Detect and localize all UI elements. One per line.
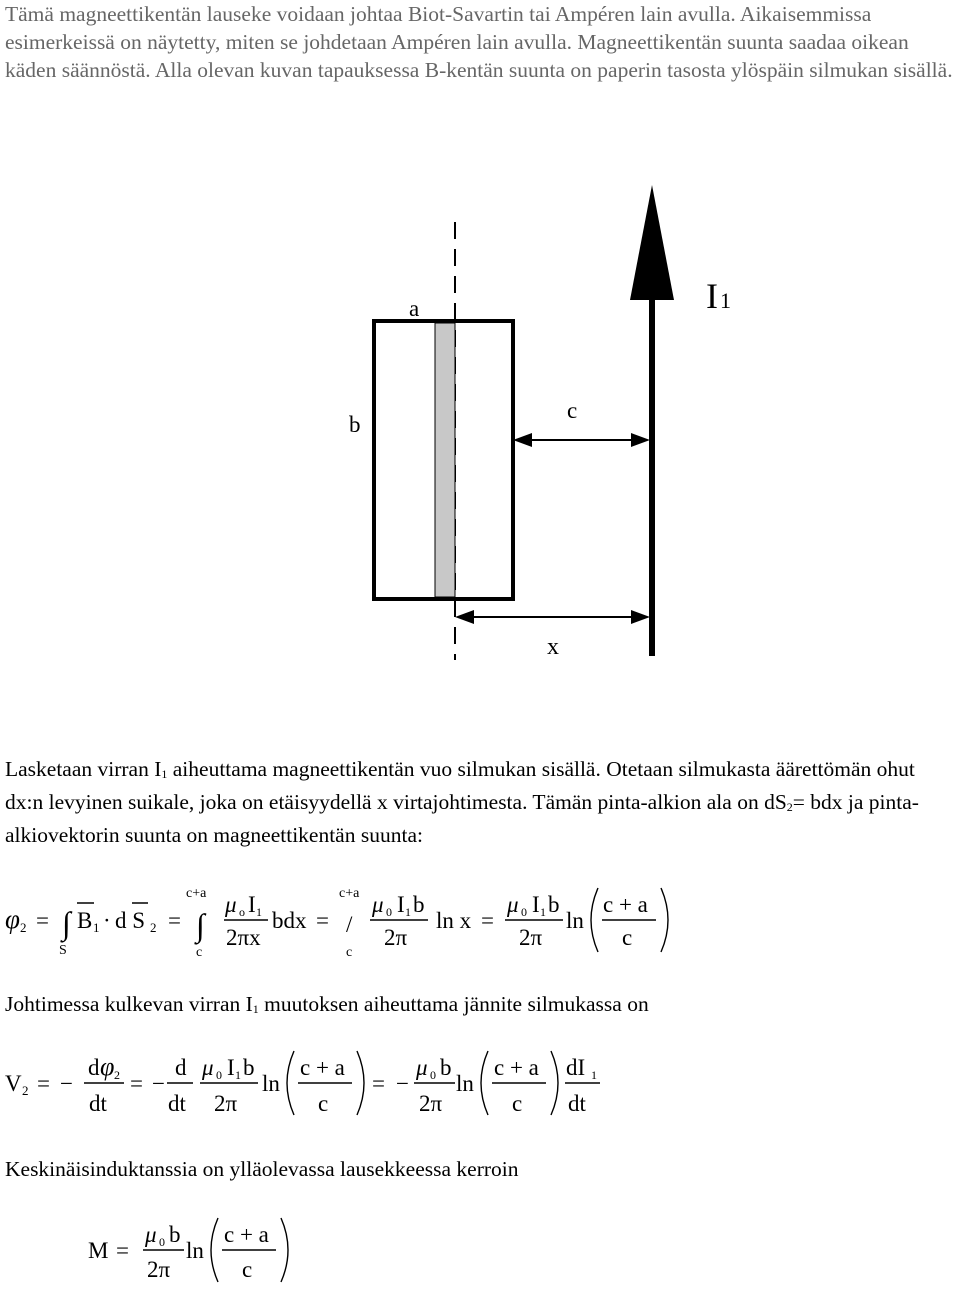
svg-text:c + a: c + a <box>603 892 648 917</box>
svg-text:c: c <box>196 945 203 960</box>
svg-text:b: b <box>169 1222 181 1247</box>
svg-text:1: 1 <box>540 905 546 919</box>
c-arrow-right-head <box>631 433 650 447</box>
svg-text:b: b <box>243 1055 255 1080</box>
svg-text:c + a: c + a <box>494 1055 539 1080</box>
svg-text:c: c <box>512 1091 523 1116</box>
svg-text:dt: dt <box>568 1091 586 1116</box>
svg-text:o: o <box>239 905 245 919</box>
svg-text:−: − <box>60 1071 73 1096</box>
svg-text:dI: dI <box>566 1055 586 1080</box>
svg-text:=: = <box>130 1071 143 1096</box>
svg-text:1: 1 <box>235 1068 241 1082</box>
svg-text:ln: ln <box>566 908 584 933</box>
svg-text:b: b <box>413 892 425 917</box>
svg-text:c+a: c+a <box>339 886 360 901</box>
svg-text:c + a: c + a <box>224 1222 269 1247</box>
svg-text:2π: 2π <box>419 1091 443 1116</box>
svg-text:2: 2 <box>150 920 157 935</box>
svg-text:·: · <box>103 908 111 933</box>
svg-text:∫: ∫ <box>62 905 71 941</box>
svg-text:2: 2 <box>114 1068 120 1082</box>
mutual-inductance-equation <box>0 1200 960 1290</box>
svg-text:=: = <box>316 908 329 933</box>
svg-text:ln x: ln x <box>436 908 472 933</box>
svg-text:2π: 2π <box>384 925 408 950</box>
svg-text:1: 1 <box>405 905 411 919</box>
svg-text:∫: ∫ <box>196 907 205 943</box>
svg-text:−: − <box>396 1071 409 1096</box>
svg-text:dt: dt <box>168 1091 186 1116</box>
svg-text:ln: ln <box>186 1238 204 1263</box>
svg-text:M: M <box>88 1238 109 1263</box>
svg-text:2π: 2π <box>214 1091 238 1116</box>
svg-text:c+a: c+a <box>186 886 207 901</box>
svg-text:μ: μ <box>202 1055 214 1080</box>
svg-text:μ: μ <box>507 892 519 917</box>
svg-text:μ: μ <box>372 892 384 917</box>
svg-text:2πx: 2πx <box>226 925 261 950</box>
svg-text:2π: 2π <box>147 1257 171 1282</box>
svg-text:0: 0 <box>216 1068 222 1082</box>
voltage-equation <box>0 1045 960 1125</box>
svg-text:1: 1 <box>256 905 262 919</box>
svg-text:0: 0 <box>386 905 392 919</box>
svg-text:μ: μ <box>416 1055 428 1080</box>
svg-text:0: 0 <box>430 1068 436 1082</box>
svg-text:c + a: c + a <box>300 1055 345 1080</box>
label-b: b <box>349 412 361 437</box>
svg-text:μ: μ <box>145 1222 157 1247</box>
svg-text:1: 1 <box>93 920 100 935</box>
svg-text:2: 2 <box>22 1083 29 1098</box>
svg-text:ln: ln <box>262 1071 280 1096</box>
svg-text:2: 2 <box>20 920 27 935</box>
svg-text:c: c <box>346 945 353 960</box>
voltage-intro-paragraph: Johtimessa kulkevan virran $I_1$ muutoksen aiheuttama jännite silmukassa on <box>5 992 649 1016</box>
svg-text:φ: φ <box>5 904 20 934</box>
svg-text:φ: φ <box>100 1052 115 1081</box>
dx-strip <box>435 323 455 597</box>
svg-text:−: − <box>152 1071 165 1096</box>
svg-text:1: 1 <box>591 1068 597 1082</box>
svg-text:S: S <box>59 943 67 958</box>
svg-text:2π: 2π <box>519 925 543 950</box>
svg-text:B: B <box>77 908 93 933</box>
svg-text:d: d <box>175 1055 187 1080</box>
svg-text:ln: ln <box>456 1071 474 1096</box>
svg-text:μ: μ <box>225 892 237 917</box>
flux-intro-paragraph: Lasketaan virran $I_1$ aiheuttama magneettikentän vuo silmukan sisällä. Otetaan silmukasta äärettömän ohut dx:n levyinen suikale, joka on etäisyydellä x virtajohtimesta. Tämän pinta-alkion ala on $dS_2=$ bdx ja pinta-alkiovektorin suunta on magneettikentän suunta: <box>5 757 919 847</box>
svg-text:V: V <box>5 1071 22 1096</box>
flux-equation <box>0 870 960 960</box>
label-x: x <box>547 634 559 660</box>
label-a: a <box>409 296 420 321</box>
current-label: I1 <box>706 276 731 316</box>
label-c: c <box>567 398 578 423</box>
svg-text:c: c <box>318 1091 329 1116</box>
svg-text:c: c <box>622 925 633 950</box>
intro-paragraph: Tämä magneettikentän lauseke voidaan johtaa Biot-Savartin tai Ampéren lain avulla. Aikaisemmissa esimerkeissä on näytetty, miten se johdetaan Ampéren lain avulla. Magneettikentän suunta saadaa oikean käden säännöstä. Alla olevan kuvan tapauksessa B-kentän suunta on paperin tasosta ylöspäin silmukan sisällä. <box>5 2 953 82</box>
svg-text:d: d <box>88 1055 100 1080</box>
svg-text:I: I <box>532 892 540 917</box>
svg-text:d S: d S <box>115 908 146 933</box>
mutual-inductance-paragraph: Keskinäisinduktanssia on ylläolevassa lausekkeessa kerroin <box>5 1157 519 1181</box>
svg-text:c: c <box>242 1257 253 1282</box>
svg-text:dt: dt <box>89 1091 107 1116</box>
svg-text:=: = <box>372 1071 385 1096</box>
svg-text:=: = <box>37 1071 50 1096</box>
c-arrow-left-head <box>513 433 532 447</box>
svg-text:/: / <box>346 912 353 937</box>
svg-text:=: = <box>481 908 494 933</box>
svg-text:bdx: bdx <box>272 908 307 933</box>
svg-text:0: 0 <box>159 1235 165 1249</box>
svg-text:I: I <box>248 892 256 917</box>
current-arrow-head <box>630 185 674 300</box>
x-arrow-right-head <box>631 610 650 624</box>
svg-text:=: = <box>168 908 181 933</box>
svg-text:b: b <box>440 1055 452 1080</box>
x-arrow-left-head <box>455 610 474 624</box>
svg-text:=: = <box>36 908 49 933</box>
svg-text:I: I <box>397 892 405 917</box>
svg-text:=: = <box>116 1238 129 1263</box>
svg-text:I: I <box>227 1055 235 1080</box>
svg-text:0: 0 <box>521 905 527 919</box>
svg-text:b: b <box>548 892 560 917</box>
